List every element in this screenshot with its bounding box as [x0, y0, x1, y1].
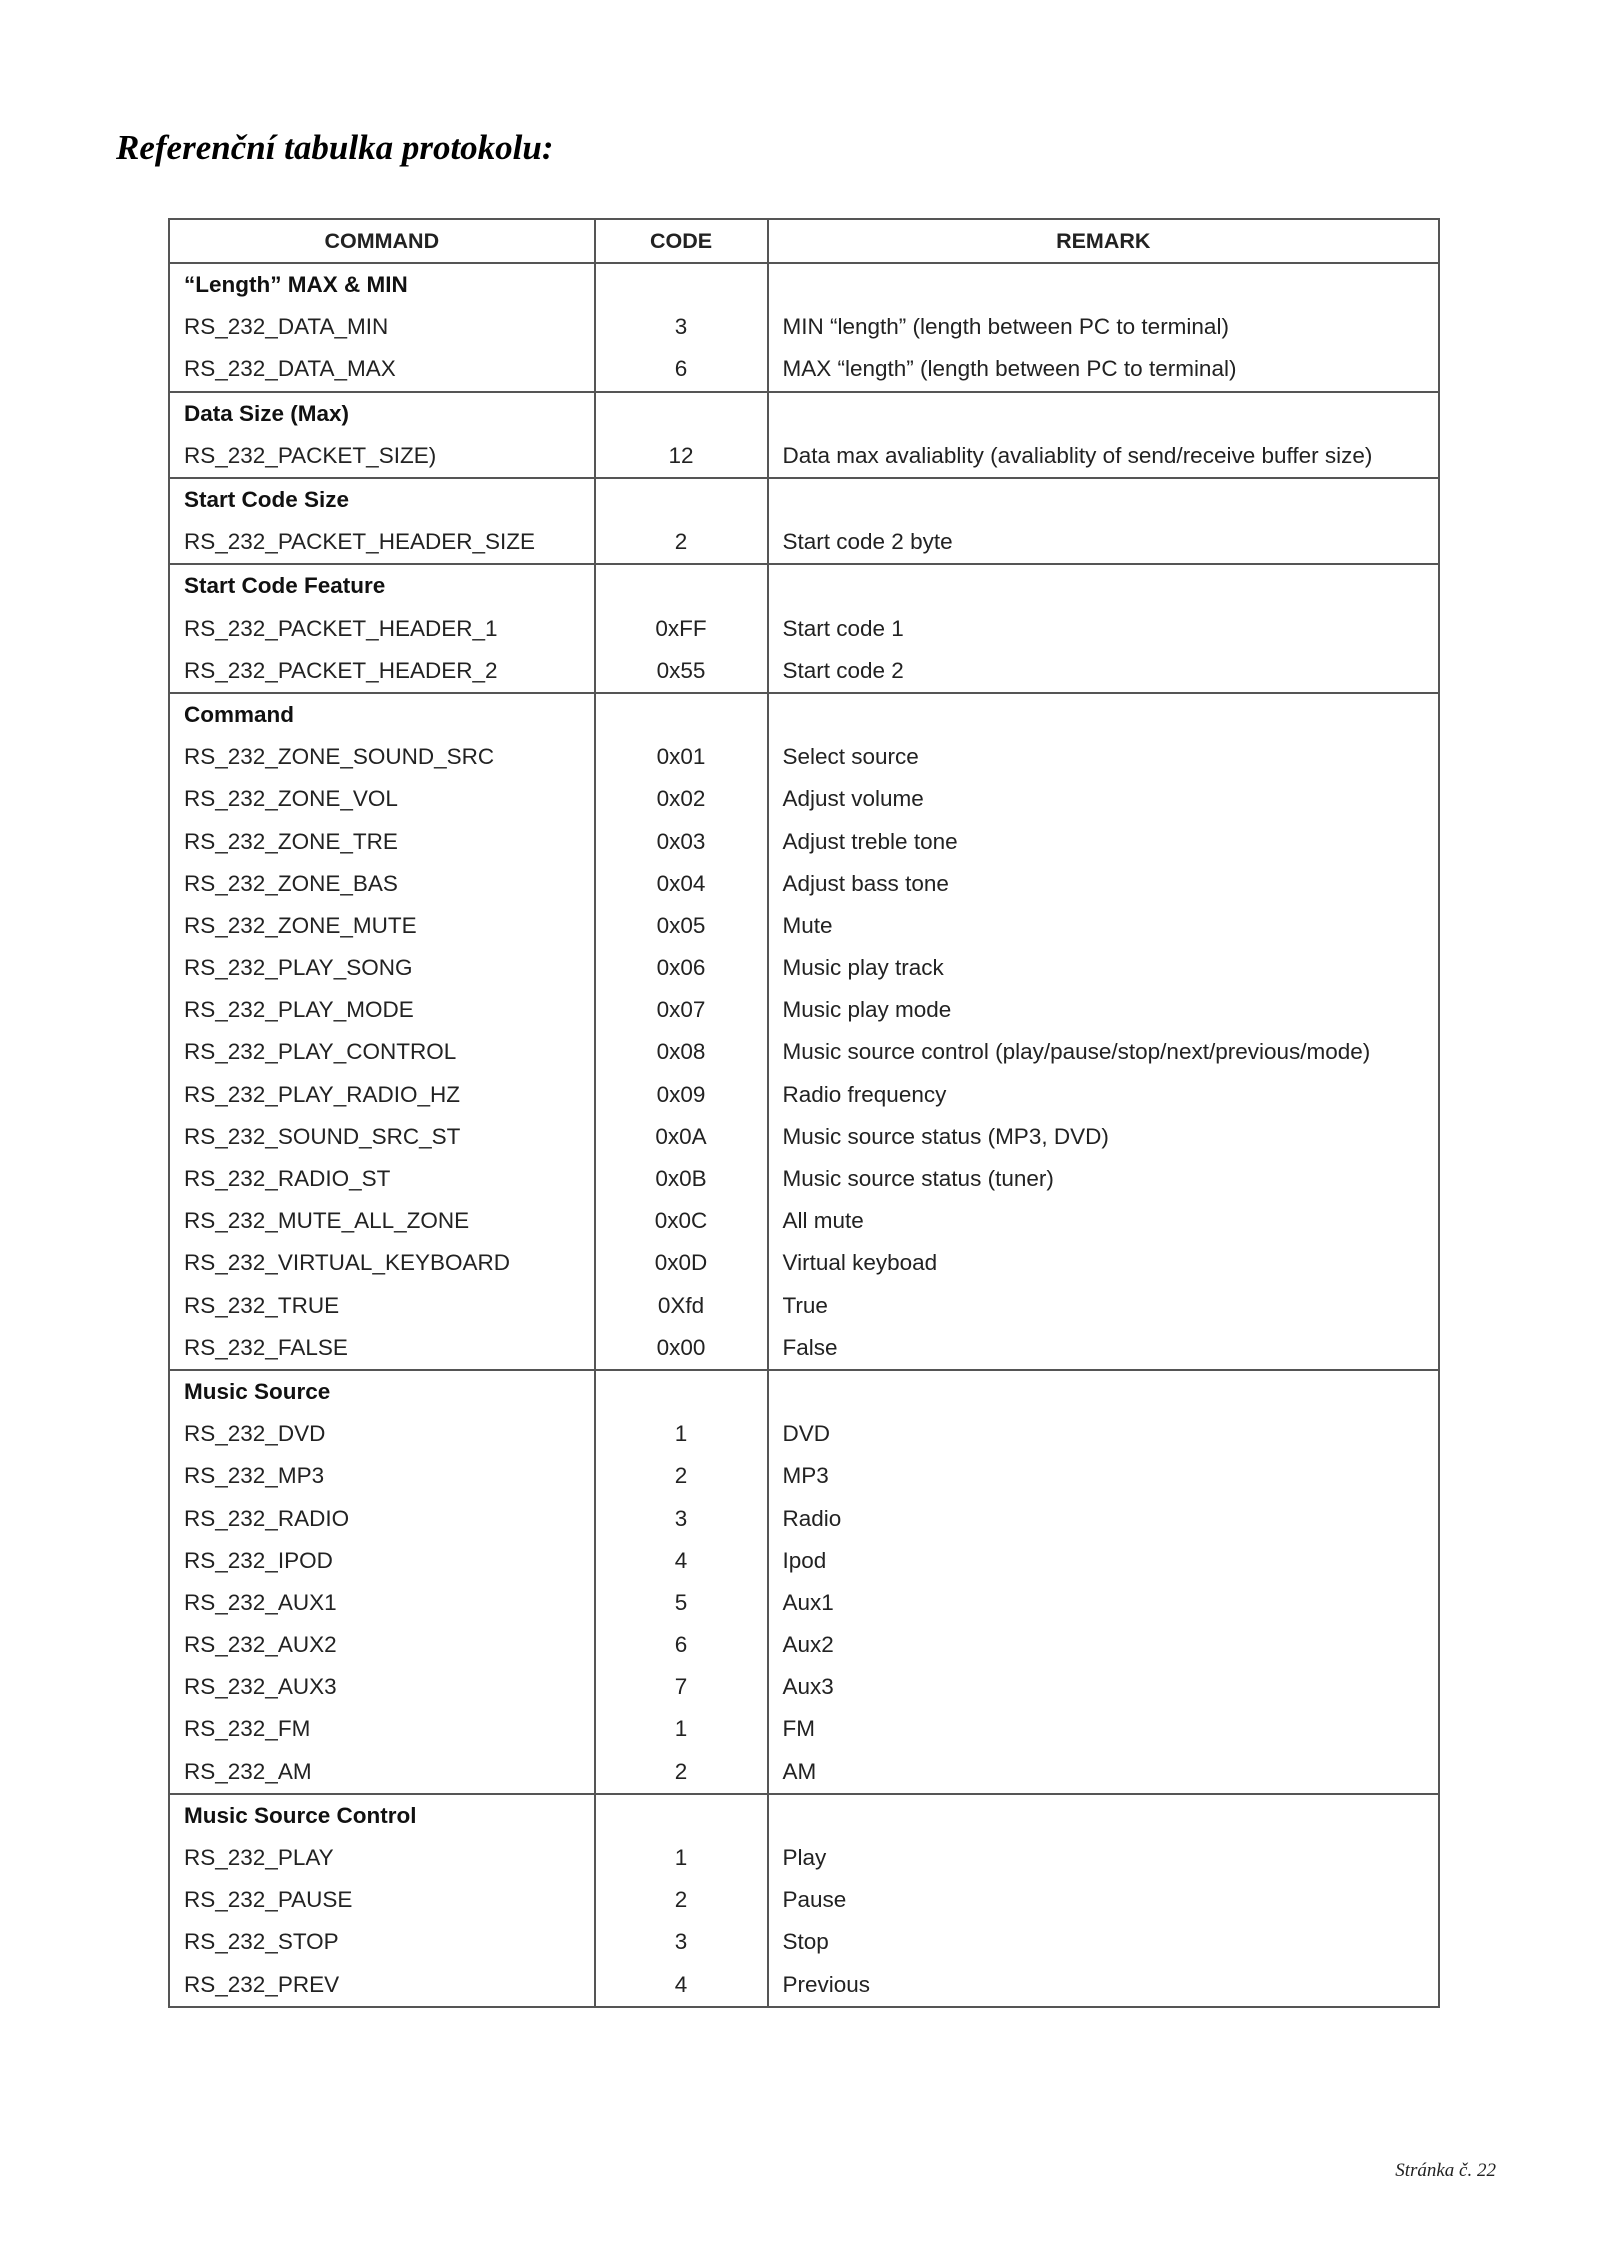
table-row	[169, 1327, 1439, 1370]
remark-cell: Music play track	[768, 947, 1440, 989]
code-cell: 2	[595, 1751, 768, 1794]
table-row	[169, 348, 1439, 391]
command-cell: RS_232_RADIO	[169, 1497, 595, 1539]
table-row	[169, 947, 1439, 989]
command-cell: RS_232_PLAY_CONTROL	[169, 1031, 595, 1073]
remark-cell: True	[768, 1285, 1440, 1327]
table-row	[169, 1285, 1439, 1327]
empty-cell	[595, 564, 768, 607]
table-row	[169, 1116, 1439, 1158]
code-cell: 0x09	[595, 1074, 768, 1116]
remark-cell: Aux2	[768, 1624, 1440, 1666]
protocol-table	[168, 218, 1440, 2008]
code-cell: 3	[595, 1497, 768, 1539]
command-cell: RS_232_IPOD	[169, 1540, 595, 1582]
table-row	[169, 1582, 1439, 1624]
code-cell: 1	[595, 1837, 768, 1879]
group-header-row	[169, 392, 1439, 435]
table-header-row	[169, 219, 1439, 263]
empty-cell	[768, 478, 1440, 521]
command-cell: RS_232_FALSE	[169, 1327, 595, 1370]
group-header-row	[169, 263, 1439, 306]
column-header-remark: REMARK	[768, 219, 1440, 263]
remark-cell: Aux1	[768, 1582, 1440, 1624]
code-cell: 2	[595, 521, 768, 564]
remark-cell: MP3	[768, 1455, 1440, 1497]
code-cell: 0x0B	[595, 1158, 768, 1200]
code-cell: 0Xfd	[595, 1285, 768, 1327]
remark-cell: Select source	[768, 736, 1440, 778]
code-cell: 6	[595, 348, 768, 391]
table-row	[169, 905, 1439, 947]
code-cell: 7	[595, 1666, 768, 1708]
table-row	[169, 989, 1439, 1031]
code-cell: 0x08	[595, 1031, 768, 1073]
command-cell: RS_232_ZONE_BAS	[169, 863, 595, 905]
table-row	[169, 435, 1439, 478]
empty-cell	[595, 478, 768, 521]
empty-cell	[768, 1794, 1440, 1837]
table-row	[169, 1497, 1439, 1539]
code-cell: 4	[595, 1540, 768, 1582]
empty-cell	[595, 263, 768, 306]
remark-cell: Start code 2	[768, 650, 1440, 693]
remark-cell: Start code 1	[768, 608, 1440, 650]
code-cell: 12	[595, 435, 768, 478]
empty-cell	[595, 392, 768, 435]
table-row	[169, 1708, 1439, 1750]
code-cell: 0xFF	[595, 608, 768, 650]
table-row	[169, 736, 1439, 778]
table-row	[169, 608, 1439, 650]
code-cell: 3	[595, 306, 768, 348]
table-row	[169, 1964, 1439, 2007]
group-title: Music Source Control	[169, 1794, 595, 1837]
remark-cell: Radio	[768, 1497, 1440, 1539]
command-cell: RS_232_PLAY	[169, 1837, 595, 1879]
remark-cell: MIN “length” (length between PC to terminal)	[768, 306, 1440, 348]
command-cell: RS_232_PLAY_RADIO_HZ	[169, 1074, 595, 1116]
command-cell: RS_232_FM	[169, 1708, 595, 1750]
empty-cell	[768, 693, 1440, 736]
code-cell: 0x0C	[595, 1200, 768, 1242]
remark-cell: Pause	[768, 1879, 1440, 1921]
code-cell: 0x07	[595, 989, 768, 1031]
table-row	[169, 650, 1439, 693]
column-header-command: COMMAND	[169, 219, 595, 263]
table-row	[169, 1666, 1439, 1708]
command-cell: RS_232_PACKET_HEADER_SIZE	[169, 521, 595, 564]
group-title: Music Source	[169, 1370, 595, 1413]
command-cell: RS_232_AUX3	[169, 1666, 595, 1708]
table-row	[169, 1751, 1439, 1794]
table-row	[169, 1413, 1439, 1455]
code-cell: 3	[595, 1921, 768, 1963]
remark-cell: Play	[768, 1837, 1440, 1879]
command-cell: RS_232_STOP	[169, 1921, 595, 1963]
command-cell: RS_232_AUX1	[169, 1582, 595, 1624]
table-row	[169, 863, 1439, 905]
remark-cell: Mute	[768, 905, 1440, 947]
empty-cell	[768, 392, 1440, 435]
command-cell: RS_232_ZONE_TRE	[169, 820, 595, 862]
column-header-code: CODE	[595, 219, 768, 263]
remark-cell: Data max avaliablity (avaliablity of send/receive buffer size)	[768, 435, 1440, 478]
table-row	[169, 820, 1439, 862]
table-row	[169, 778, 1439, 820]
command-cell: RS_232_PLAY_MODE	[169, 989, 595, 1031]
command-cell: RS_232_PACKET_HEADER_1	[169, 608, 595, 650]
remark-cell: Music source status (tuner)	[768, 1158, 1440, 1200]
command-cell: RS_232_PREV	[169, 1964, 595, 2007]
code-cell: 4	[595, 1964, 768, 2007]
remark-cell: Previous	[768, 1964, 1440, 2007]
group-title: Start Code Size	[169, 478, 595, 521]
command-cell: RS_232_PAUSE	[169, 1879, 595, 1921]
remark-cell: FM	[768, 1708, 1440, 1750]
page-title: Referenční tabulka protokolu:	[116, 128, 554, 167]
table-row	[169, 521, 1439, 564]
code-cell: 0x06	[595, 947, 768, 989]
remark-cell: Ipod	[768, 1540, 1440, 1582]
code-cell: 0x02	[595, 778, 768, 820]
code-cell: 0x55	[595, 650, 768, 693]
table-row	[169, 1624, 1439, 1666]
command-cell: RS_232_SOUND_SRC_ST	[169, 1116, 595, 1158]
group-header-row	[169, 1794, 1439, 1837]
command-cell: RS_232_AM	[169, 1751, 595, 1794]
command-cell: RS_232_AUX2	[169, 1624, 595, 1666]
remark-cell: AM	[768, 1751, 1440, 1794]
command-cell: RS_232_TRUE	[169, 1285, 595, 1327]
code-cell: 0x0A	[595, 1116, 768, 1158]
table-row	[169, 1921, 1439, 1963]
table-row	[169, 1879, 1439, 1921]
command-cell: RS_232_MUTE_ALL_ZONE	[169, 1200, 595, 1242]
command-cell: RS_232_DATA_MAX	[169, 348, 595, 391]
code-cell: 2	[595, 1455, 768, 1497]
command-cell: RS_232_PACKET_HEADER_2	[169, 650, 595, 693]
group-header-row	[169, 564, 1439, 607]
group-title: Data Size (Max)	[169, 392, 595, 435]
group-title: Command	[169, 693, 595, 736]
code-cell: 5	[595, 1582, 768, 1624]
table-row	[169, 1837, 1439, 1879]
table-row	[169, 306, 1439, 348]
empty-cell	[768, 564, 1440, 607]
table-row	[169, 1455, 1439, 1497]
remark-cell: Aux3	[768, 1666, 1440, 1708]
empty-cell	[595, 1794, 768, 1837]
group-title: Start Code Feature	[169, 564, 595, 607]
table-row	[169, 1074, 1439, 1116]
code-cell: 2	[595, 1879, 768, 1921]
command-cell: RS_232_ZONE_MUTE	[169, 905, 595, 947]
empty-cell	[595, 693, 768, 736]
remark-cell: False	[768, 1327, 1440, 1370]
group-title: “Length” MAX & MIN	[169, 263, 595, 306]
command-cell: RS_232_DVD	[169, 1413, 595, 1455]
code-cell: 1	[595, 1413, 768, 1455]
command-cell: RS_232_PLAY_SONG	[169, 947, 595, 989]
remark-cell: Virtual keyboad	[768, 1242, 1440, 1284]
group-header-row	[169, 1370, 1439, 1413]
remark-cell: All mute	[768, 1200, 1440, 1242]
empty-cell	[595, 1370, 768, 1413]
code-cell: 6	[595, 1624, 768, 1666]
remark-cell: DVD	[768, 1413, 1440, 1455]
remark-cell: Radio frequency	[768, 1074, 1440, 1116]
command-cell: RS_232_ZONE_SOUND_SRC	[169, 736, 595, 778]
group-header-row	[169, 693, 1439, 736]
remark-cell: Adjust treble tone	[768, 820, 1440, 862]
code-cell: 0x0D	[595, 1242, 768, 1284]
code-cell: 0x01	[595, 736, 768, 778]
command-cell: RS_232_ZONE_VOL	[169, 778, 595, 820]
table-row	[169, 1242, 1439, 1284]
code-cell: 0x03	[595, 820, 768, 862]
table-row	[169, 1158, 1439, 1200]
page-number: Stránka č. 22	[1395, 2160, 1496, 2181]
remark-cell: Adjust volume	[768, 778, 1440, 820]
code-cell: 0x05	[595, 905, 768, 947]
group-header-row	[169, 478, 1439, 521]
remark-cell: Music source control (play/pause/stop/next/previous/mode)	[768, 1031, 1440, 1073]
remark-cell: Adjust bass tone	[768, 863, 1440, 905]
remark-cell: Start code 2 byte	[768, 521, 1440, 564]
remark-cell: Music source status (MP3, DVD)	[768, 1116, 1440, 1158]
table-row	[169, 1031, 1439, 1073]
table-row	[169, 1200, 1439, 1242]
code-cell: 1	[595, 1708, 768, 1750]
code-cell: 0x04	[595, 863, 768, 905]
remark-cell: Music play mode	[768, 989, 1440, 1031]
remark-cell: Stop	[768, 1921, 1440, 1963]
code-cell: 0x00	[595, 1327, 768, 1370]
command-cell: RS_232_MP3	[169, 1455, 595, 1497]
table-body	[169, 263, 1439, 2007]
table-row	[169, 1540, 1439, 1582]
empty-cell	[768, 1370, 1440, 1413]
empty-cell	[768, 263, 1440, 306]
command-cell: RS_232_DATA_MIN	[169, 306, 595, 348]
command-cell: RS_232_VIRTUAL_KEYBOARD	[169, 1242, 595, 1284]
remark-cell: MAX “length” (length between PC to terminal)	[768, 348, 1440, 391]
command-cell: RS_232_RADIO_ST	[169, 1158, 595, 1200]
command-cell: RS_232_PACKET_SIZE)	[169, 435, 595, 478]
